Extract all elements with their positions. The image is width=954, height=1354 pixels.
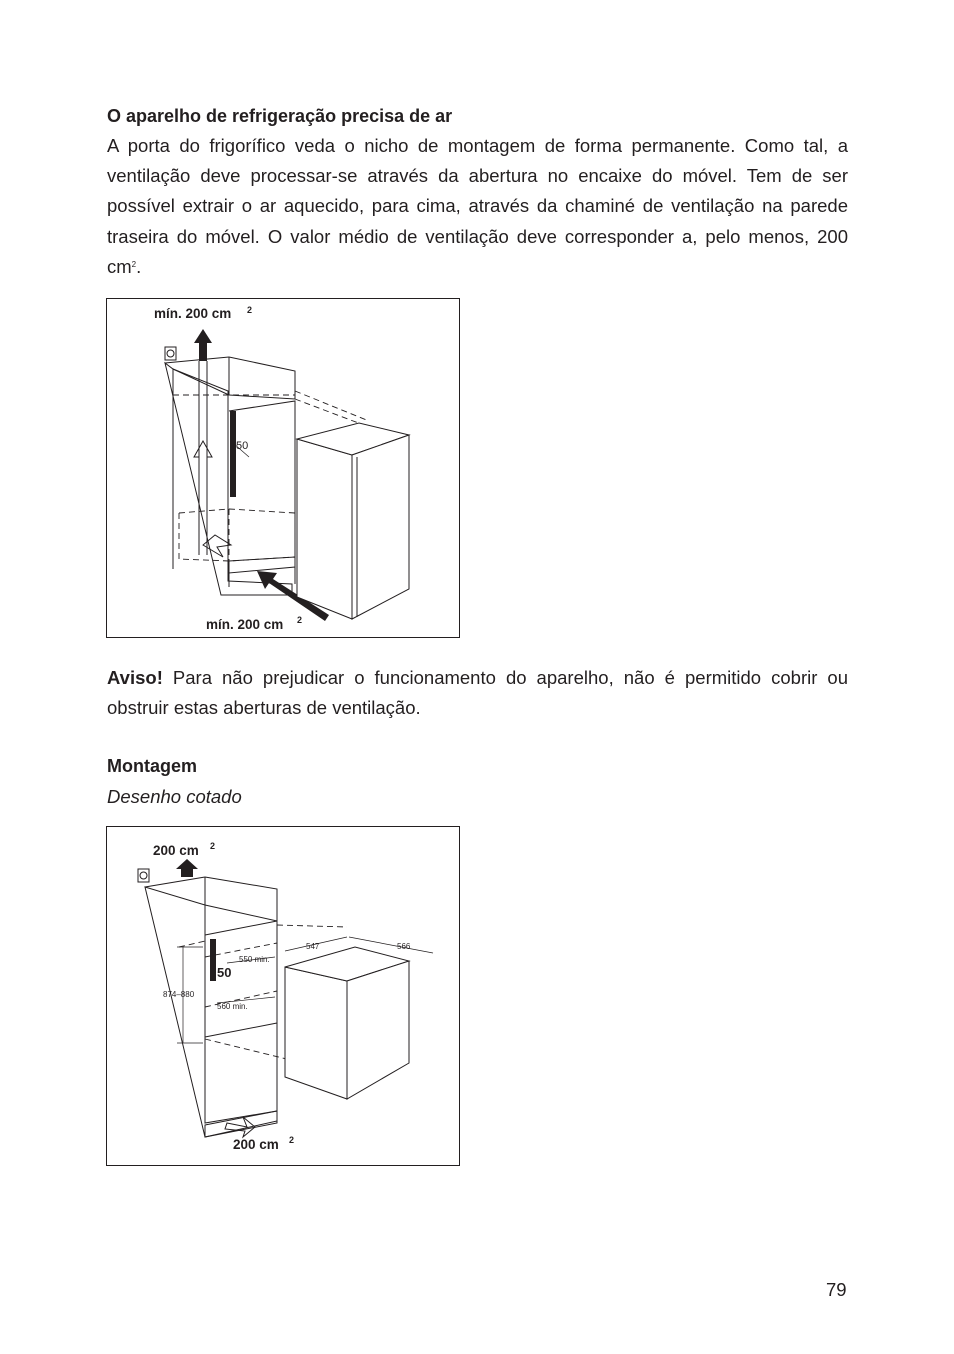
warning-text: Para não prejudicar o funcionamento do aparelho, não é permitido cobrir ou obstruir estas aberturas de ventilação. [107,667,848,719]
bottom-vent-label-sup: 2 [297,615,303,625]
dimension-diagram-drawing [107,827,460,1166]
section-subheading-dimensioned-drawing: Desenho cotado [107,786,242,807]
page-number: 79 [826,1279,847,1300]
dimension-50: 50 [217,965,232,980]
appliance-box [297,423,409,619]
bottom-vent-label-sup: 2 [289,1135,295,1145]
ventilation-diagram [106,298,460,638]
dimension-diagram [106,826,460,1166]
bottom-vent-label: 200 cm [233,1137,279,1152]
sentence-end: . [136,255,142,277]
ventilation-text: A porta do frigorífico veda o nicho de montagem de forma permanente. Como tal, a ventilação deve processar-se através da abertura no encaixe do móvel. Tem de ser possível extrair o ar aquecido, para cima, através da chaminé de ventilação na parede traseira do móvel. O valor médio de ventilação deve corresponder a, pelo menos, 200 cm [107,135,848,277]
install-symbol-icon [165,347,176,360]
air-out-arrow-icon [176,859,198,877]
top-vent-label: mín. 200 cm [154,306,232,321]
warning-label: Aviso! [107,667,163,688]
dimension-550-min: 550 min. [239,955,270,964]
top-vent-label-sup: 2 [247,305,253,315]
install-symbol-icon [138,869,149,882]
air-out-arrow-icon [194,329,212,361]
dimension-874-880: 874–880 [163,990,195,999]
appliance-box [285,947,409,1099]
warning-paragraph [107,663,848,723]
dimension-50: 50 [236,440,249,452]
base-plinth [205,1111,277,1137]
dimension-560-min: 560 min. [217,1002,248,1011]
section-heading-mounting: Montagem [107,756,197,776]
ventilation-gap-strip [230,411,236,497]
section-heading-ventilation: O aparelho de refrigeração precisa de ar [107,106,453,126]
ventilation-paragraph [107,131,848,282]
cabinet-outline [145,877,277,1137]
ventilation-gap-strip [210,939,216,981]
ventilation-diagram-drawing [107,299,460,638]
dimension-547: 547 [306,942,320,951]
top-vent-label-sup: 2 [210,841,216,851]
bottom-vent-label: mín. 200 cm [206,617,284,632]
top-vent-label: 200 cm [153,843,199,858]
superscript-two: 2 [131,259,137,269]
dimension-566: 566 [397,942,411,951]
